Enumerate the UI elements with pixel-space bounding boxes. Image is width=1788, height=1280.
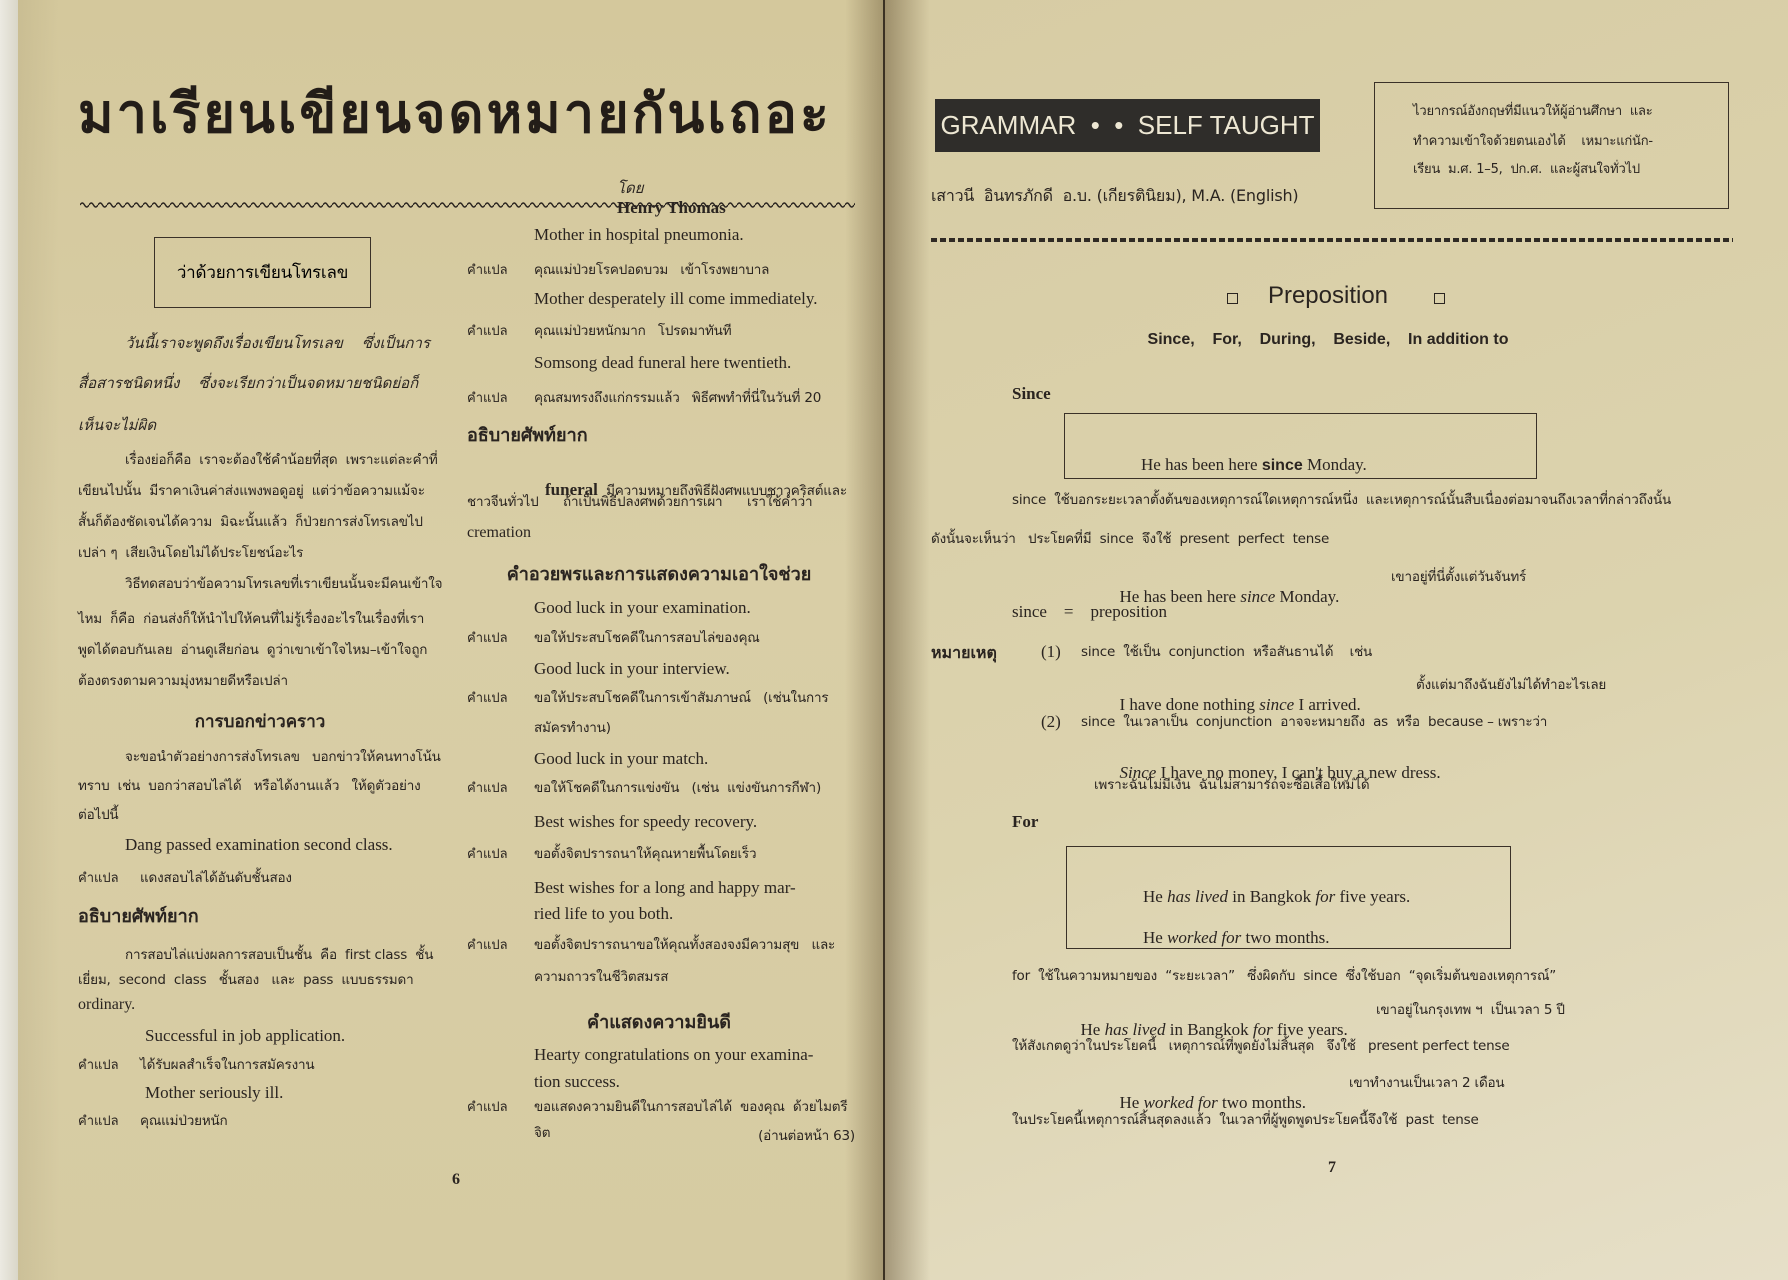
emphasis: Since [1119, 763, 1157, 783]
translation-label: คำแปล [467, 847, 508, 862]
translation-label: คำแปล [78, 1114, 119, 1129]
description-box [1374, 82, 1729, 209]
text-part: He [1143, 887, 1168, 907]
emphasis: for [1315, 887, 1336, 907]
translation: คุณแม่ป่วยหนักมาก โปรดมาทันที [534, 323, 732, 339]
text-part: He has been here [1141, 455, 1262, 475]
paragraph-line: ชาวจีนทั่วไป ถ้าเป็นพิธีปลงศพด้วยการเผา เราใช้คำว่า [467, 494, 813, 510]
for-heading: For [1012, 812, 1039, 831]
example-translation: เพราะฉันไม่มีเงิน ฉันไม่สามารถจะซื้อเสื้อใหม่ได้ [1094, 777, 1370, 793]
banner-text: GRAMMAR • • SELF TAUGHT [940, 110, 1315, 140]
paragraph-line: การสอบไล่แบ่งผลการสอบเป็นชั้น คือ first class ชั้น [125, 947, 434, 963]
vocab-term: funeral [545, 480, 598, 500]
wish-example: Good luck in your examination. [534, 598, 751, 617]
subtopics: Since, For, During, Beside, In addition to [1147, 331, 1509, 348]
intro-line: สื่อสารชนิดหนึ่ง ซึ่งจะเรียกว่าเป็นจดหมายชนิดย่อก็ [78, 374, 419, 392]
text-part: I have no money, I can't buy a new dress. [1156, 763, 1441, 783]
description-line: เรียน ม.ศ. 1–5, ปก.ศ. และผู้สนใจทั่วไป [1413, 162, 1640, 177]
keyword: since [1261, 457, 1303, 475]
emphasis: since [1240, 587, 1276, 607]
telegram-example: Mother in hospital pneumonia. [534, 225, 744, 244]
text-part: Monday. [1302, 455, 1367, 475]
text-part: I arrived. [1294, 695, 1361, 715]
continued-note: (อ่านต่อหน้า 63) [758, 1128, 855, 1144]
paragraph-line: เรื่องย่อก็คือ เราจะต้องใช้คำน้อยที่สุด เพราะแต่ละคำที่ [125, 452, 438, 468]
box-example [1109, 908, 1330, 969]
emphasis: since [1259, 695, 1295, 715]
paragraph-line: พูดได้ตอบกันเลย อ่านดูเสียก่อน ดูว่าเขาเข้าใจไหม–เข้าใจถูก [78, 642, 428, 658]
translation: สมัครทำงาน) [534, 720, 611, 736]
example-translation: ตั้งแต่มาถึงฉันยังไม่ได้ทำอะไรเลย [1416, 677, 1607, 693]
text-part: He has been here [1119, 587, 1241, 607]
text-part: in Bangkok [1165, 1020, 1253, 1040]
wish-example: ried life to you both. [534, 904, 674, 923]
author: เสาวนี อินทรภักดี อ.บ. (เกียรตินิยม), M.A. (English) [931, 186, 1299, 205]
section-box-title: ว่าด้วยการเขียนโทรเลข [176, 263, 349, 283]
telegram-example: Dang passed examination second class. [125, 835, 393, 854]
translation: คุณสมทรงถึงแก่กรรมแล้ว พิธีศพทำที่นี่ในวันที่ 20 [534, 390, 822, 406]
translation-label: คำแปล [467, 391, 508, 406]
translation: ขอให้โชคดีในการแข่งขัน (เช่น แข่งขันการกีฬา) [534, 780, 822, 796]
paragraph-line: เยี่ยม, second class ชั้นสอง และ pass แบบธรรมดา [78, 972, 414, 988]
left-column [70, 0, 455, 1280]
note-number: (2) [1041, 712, 1061, 731]
paragraph-line: วิธีทดสอบว่าข้อความโทรเลขที่เราเขียนนั้นจะมีคนเข้าใจ [125, 576, 443, 592]
text-part: I have done nothing [1119, 695, 1260, 715]
translation: ขอตั้งจิตปรารถนาให้คุณหายพื้นโดยเร็ว [534, 846, 757, 862]
congrats-heading: คำแสดงความยินดี [587, 1012, 731, 1033]
paragraph-line: cremation [467, 524, 531, 541]
text-part: five years. [1335, 887, 1411, 907]
translation: ขอให้ประสบโชคดีในการเข้าสัมภาษณ์ (เช่นในการ [534, 690, 829, 706]
paragraph-line: สั้นก็ต้องชัดเจนได้ความ มิฉะนั้นแล้ว ก็ป่วยการส่งโทรเลขไป [78, 514, 423, 530]
description-line: ไวยากรณ์อังกฤษที่มีแนวให้ผู้อ่านศึกษา และ [1413, 104, 1653, 119]
note-number: (1) [1041, 642, 1061, 661]
emphasis: has lived [1167, 887, 1228, 907]
right-page [885, 0, 1788, 1280]
wish-example: Good luck in your interview. [534, 659, 730, 678]
paragraph-line: ordinary. [78, 996, 136, 1013]
translation-label: คำแปล [467, 691, 508, 706]
vocab-definition-line [513, 461, 847, 520]
translation: จิต [534, 1125, 551, 1141]
translation-label: คำแปล [467, 631, 508, 646]
description-line: ทำความเข้าใจด้วยตนเองได้ เหมาะแก่นัก- [1413, 134, 1653, 149]
example-translation: เขาอยู่ในกรุงเทพ ฯ เป็นเวลา 5 ปี [1376, 1002, 1565, 1018]
wish-example: Best wishes for speedy recovery. [534, 812, 758, 831]
since-heading: Since [1012, 384, 1051, 403]
translation-label: คำแปล [467, 263, 508, 278]
text-part: Monday. [1275, 587, 1340, 607]
translation-label: คำแปล [78, 871, 119, 886]
explanation-line: ในประโยคนี้เหตุการณ์สิ้นสุดลงแล้ว ในเวลาที่ผู้พูดพูดประโยคนี้จึงใช้ past tense [1012, 1112, 1479, 1128]
text-part: He [1080, 1020, 1105, 1040]
translation: คุณแม่ป่วยหนัก [140, 1113, 228, 1129]
paragraph-line: ไหม ก็คือ ก่อนส่งก็ให้นำไปให้คนที่ไม่รู้เรื่องอะไรในเรื่องที่เรา [78, 611, 425, 627]
paragraph-line: เขียนไปนั้น มีราคาเงินค่าส่งแพงพอดูอยู่ แต่ว่าข้อความแม้จะ [78, 483, 425, 499]
paragraph-line: เปล่า ๆ เสียเงินโดยไม่ได้ประโยชน์อะไร [78, 545, 304, 561]
text-part: five years. [1272, 1020, 1348, 1040]
vocab-heading: อธิบายศัพท์ยาก [467, 425, 588, 446]
explanation-line: ให้สังเกตดูว่าในประโยคนี้ เหตุการณ์ที่พูดยังไม่สิ้นสุด จึงใช้ present perfect tense [1012, 1038, 1510, 1054]
explanation-line: since ใช้บอกระยะเวลาตั้งต้นของเหตุการณ์ใดเหตุการณ์หนึ่ง และเหตุการณ์นั้นสืบเนื่องต่อมาจนถึงเวลาที่กล่าวถึงนั้น [1012, 492, 1672, 508]
telegram-example: Somsong dead funeral here twentieth. [534, 353, 792, 372]
text-part: He [1119, 1093, 1144, 1113]
definition: since = preposition [1012, 602, 1168, 621]
telegram-example: Successful in job application. [145, 1026, 346, 1045]
example-sentence [1094, 743, 1441, 804]
box-example [1107, 435, 1367, 496]
emphasis: for [1252, 1020, 1273, 1040]
byline-prefix: โดย [617, 179, 644, 198]
congrats-example: tion success. [534, 1072, 620, 1091]
translation-label: คำแปล [467, 324, 508, 339]
page-number: 7 [1328, 1159, 1336, 1176]
since-example-box [1064, 413, 1537, 479]
paragraph-line: ทราบ เช่น บอกว่าสอบไล่ได้ หรือได้งานแล้ว ให้ดูตัวอย่าง [78, 778, 421, 794]
text-part: He [1143, 928, 1168, 948]
translation: ความถาวรในชีวิตสมรส [534, 969, 669, 985]
translation-label: คำแปล [78, 1058, 119, 1073]
translation-label: คำแปล [467, 938, 508, 953]
intro-line: วันนี้เราจะพูดถึงเรื่องเขียนโทรเลข ซึ่งเป็นการ [125, 334, 430, 352]
paragraph-line: ต่อไปนี้ [78, 807, 119, 823]
wish-example: Best wishes for a long and happy mar- [534, 878, 796, 897]
text-part: in Bangkok [1227, 887, 1316, 907]
for-example-box [1066, 846, 1511, 949]
paragraph-line: จะขอนำตัวอย่างการส่งโทรเลข บอกข่าวให้คนทางโน้น [125, 749, 441, 765]
congrats-example: Hearty congratulations on your examina- [534, 1045, 814, 1064]
explanation-line: for ใช้ในความหมายของ “ระยะเวลา” ซึ่งผิดกับ since ซึ่งใช้บอก “จุดเริ่มต้นของเหตุการณ์” [1012, 968, 1557, 984]
wish-example: Good luck in your match. [534, 749, 709, 768]
vocab-definition: มีความหมายถึงพิธีฝังศพแบบชาวคริสต์และ [597, 483, 847, 500]
page-number: 6 [452, 1171, 460, 1188]
emphasis: worked for [1167, 928, 1242, 948]
note-text: since ใช้เป็น conjunction หรือสันธานได้ เช่น [1081, 644, 1373, 660]
grammar-banner [935, 99, 1320, 152]
translation: ได้รับผลสำเร็จในการสมัครงาน [140, 1057, 315, 1073]
text-part: two months. [1217, 1093, 1307, 1113]
translation-label: คำแปล [467, 781, 508, 796]
translation: ขอแสดงความยินดีในการสอบไล่ได้ ของคุณ ด้วยไมตรี [534, 1099, 848, 1115]
note-label: หมายเหตุ [931, 643, 997, 662]
emphasis: worked for [1143, 1093, 1218, 1113]
telegram-example: Mother desperately ill come immediately. [534, 289, 818, 308]
topic-title: Preposition [1267, 282, 1389, 309]
wishes-heading: คำอวยพรและการแสดงความเอาใจช่วย [506, 564, 812, 585]
emphasis: has lived [1104, 1020, 1166, 1040]
text-part: two months. [1241, 928, 1330, 948]
translation-label: คำแปล [467, 1100, 508, 1115]
square-bullet-icon [1227, 293, 1238, 304]
news-heading: การบอกข่าวคราว [194, 712, 326, 732]
square-bullet-icon [1434, 293, 1445, 304]
dashed-rule [931, 238, 1733, 242]
vocab-heading: อธิบายศัพท์ยาก [78, 906, 199, 927]
note-text: since ในเวลาเป็น conjunction อาจจะหมายถึง as หรือ because – เพราะว่า [1081, 714, 1548, 730]
example-translation: เขาอยู่ที่นี่ตั้งแต่วันจันทร์ [1391, 569, 1527, 585]
explanation-line: ดังนั้นจะเห็นว่า ประโยคที่มี since จึงใช้ present perfect tense [931, 531, 1330, 547]
middle-column [460, 0, 865, 1280]
translation: แดงสอบไล่ได้อันดับชั้นสอง [140, 870, 292, 886]
example-translation: เขาทำงานเป็นเวลา 2 เดือน [1349, 1075, 1505, 1091]
page-edge [0, 0, 18, 1280]
paragraph-line: ต้องตรงตามความมุ่งหมายดีหรือเปล่า [78, 673, 288, 689]
translation: ขอให้ประสบโชคดีในการสอบไล่ของคุณ [534, 630, 760, 646]
article-title: มาเรียนเขียนจดหมายกันเถอะ [78, 82, 832, 145]
intro-line: เห็นจะไม่ผิด [78, 416, 157, 434]
left-page [0, 0, 885, 1280]
translation: ขอตั้งจิตปรารถนาขอให้คุณทั้งสองจงมีความสุข และ [534, 937, 836, 953]
translation: คุณแม่ป่วยโรคปอดบวม เข้าโรงพยาบาล [534, 262, 770, 278]
telegram-example: Mother seriously ill. [145, 1083, 284, 1102]
